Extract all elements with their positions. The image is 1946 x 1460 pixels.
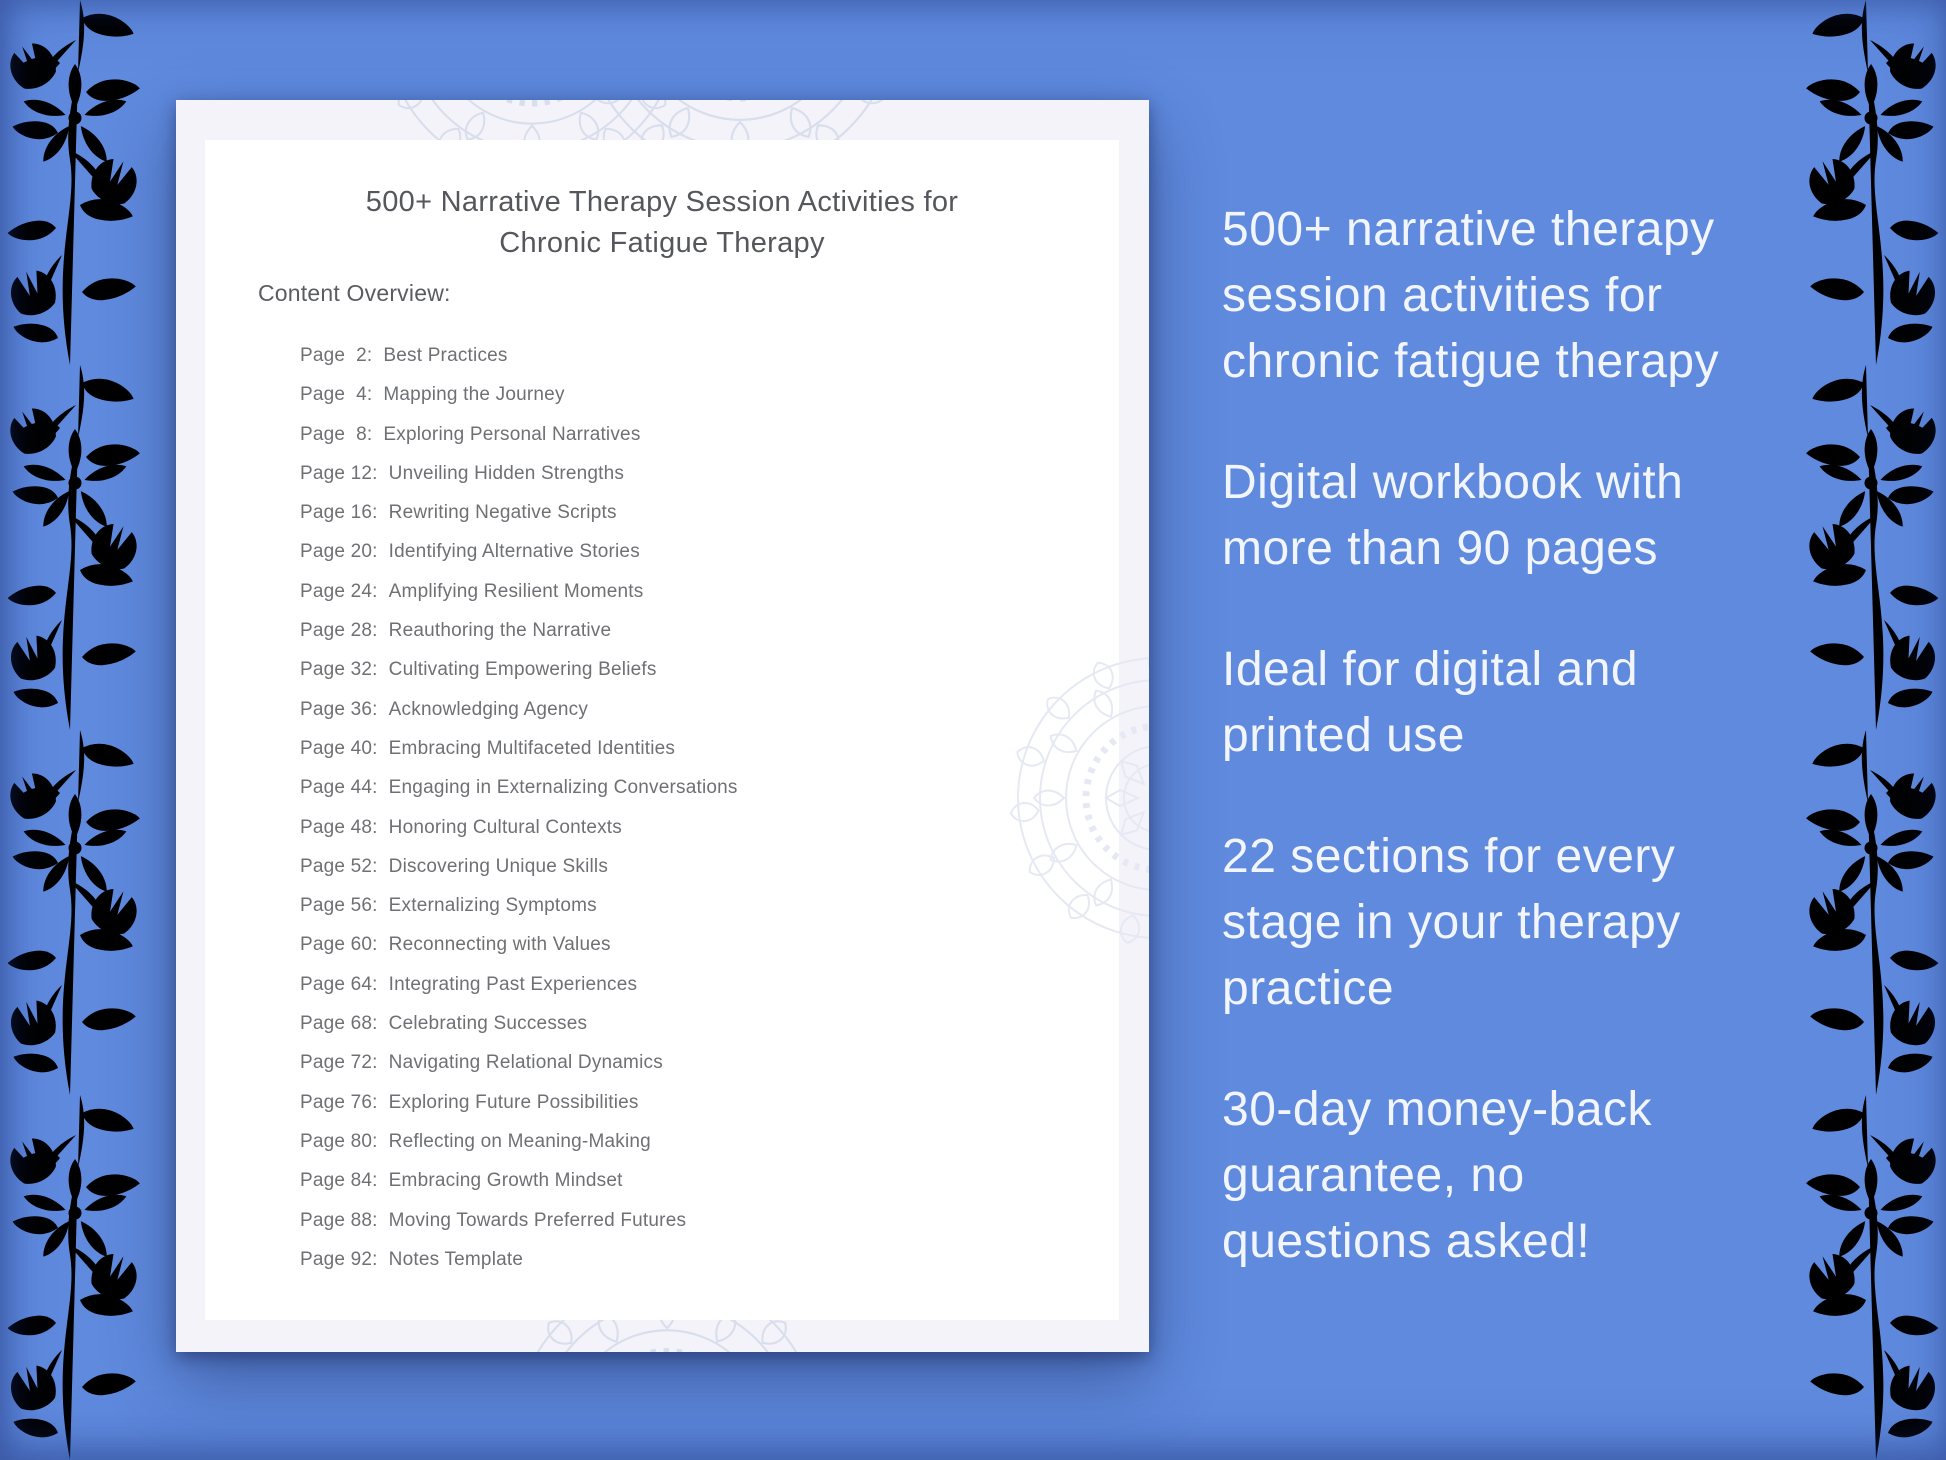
toc-page-label: Page 52: bbox=[300, 855, 378, 877]
toc-entry-title: Mapping the Journey bbox=[383, 384, 565, 406]
toc-item bbox=[300, 975, 738, 994]
document-title bbox=[205, 182, 1119, 264]
floral-vine-border-left bbox=[0, 0, 152, 1460]
toc-item bbox=[300, 778, 738, 797]
marketing-bullet bbox=[1222, 197, 1842, 395]
toc-page-label: Page 68: bbox=[300, 1013, 378, 1035]
marketing-line: Digital workbook with bbox=[1222, 456, 1684, 509]
toc-page-label: Page 60: bbox=[300, 934, 378, 956]
toc-page-label: Page 24: bbox=[300, 580, 378, 602]
toc-entry-title: Embracing Growth Mindset bbox=[388, 1170, 623, 1192]
toc-entry-title: Discovering Unique Skills bbox=[388, 855, 609, 877]
toc-entry-title: Reflecting on Meaning-Making bbox=[388, 1130, 651, 1152]
toc-entry-title: Reconnecting with Values bbox=[388, 934, 611, 956]
toc-entry-title: Notes Template bbox=[388, 1248, 524, 1270]
toc-page-label: Page 40: bbox=[300, 737, 378, 759]
toc-entry-title: Amplifying Resilient Moments bbox=[388, 580, 644, 602]
toc-page-label: Page 76: bbox=[300, 1091, 378, 1113]
marketing-line: Ideal for digital and bbox=[1222, 643, 1639, 696]
toc-entry-title: Externalizing Symptoms bbox=[388, 895, 597, 917]
toc-item bbox=[300, 1014, 738, 1033]
toc-page-label: Page 12: bbox=[300, 462, 378, 484]
toc-page-label: Page 20: bbox=[300, 541, 378, 563]
toc-item bbox=[300, 1211, 738, 1230]
marketing-bullet bbox=[1222, 1077, 1842, 1275]
toc-page-label: Page 28: bbox=[300, 620, 378, 642]
marketing-line: more than 90 pages bbox=[1222, 522, 1658, 575]
marketing-line: practice bbox=[1222, 962, 1395, 1015]
toc-item bbox=[300, 346, 738, 365]
toc-page-label: Page 44: bbox=[300, 777, 378, 799]
toc-entry-title: Celebrating Successes bbox=[388, 1013, 588, 1035]
toc-page-label: Page 4: bbox=[300, 384, 373, 406]
toc-entry-title: Moving Towards Preferred Futures bbox=[388, 1209, 687, 1231]
toc-item bbox=[300, 542, 738, 561]
toc-page-label: Page 92: bbox=[300, 1248, 378, 1270]
marketing-bullet bbox=[1222, 637, 1842, 769]
marketing-line: questions asked! bbox=[1222, 1215, 1591, 1268]
toc-item bbox=[300, 621, 738, 640]
toc-page-label: Page 56: bbox=[300, 895, 378, 917]
toc-item bbox=[300, 464, 738, 483]
toc-item bbox=[300, 503, 738, 522]
toc-entry-title: Honoring Cultural Contexts bbox=[388, 816, 622, 838]
toc-entry-title: Navigating Relational Dynamics bbox=[388, 1052, 663, 1074]
toc-entry-title: Acknowledging Agency bbox=[388, 698, 589, 720]
toc-item bbox=[300, 582, 738, 601]
marketing-line: printed use bbox=[1222, 709, 1465, 762]
toc-entry-title: Embracing Multifaceted Identities bbox=[388, 737, 676, 759]
marketing-line: 30-day money-back bbox=[1222, 1083, 1653, 1136]
toc-page-label: Page 84: bbox=[300, 1170, 378, 1192]
toc-item bbox=[300, 700, 738, 719]
marketing-bullet bbox=[1222, 824, 1842, 1022]
toc-item bbox=[300, 385, 738, 404]
toc-page-label: Page 64: bbox=[300, 973, 378, 995]
toc-entry-title: Rewriting Negative Scripts bbox=[388, 502, 617, 524]
toc-entry-title: Cultivating Empowering Beliefs bbox=[388, 659, 657, 681]
marketing-line: guarantee, no bbox=[1222, 1149, 1525, 1202]
document-title-line-1: 500+ Narrative Therapy Session Activities for bbox=[365, 186, 959, 218]
toc-entry-title: Identifying Alternative Stories bbox=[388, 541, 640, 563]
toc-page-label: Page 88: bbox=[300, 1209, 378, 1231]
toc-entry-title: Reauthoring the Narrative bbox=[388, 620, 612, 642]
document-title-line-2: Chronic Fatigue Therapy bbox=[499, 227, 825, 259]
toc-page-label: Page 80: bbox=[300, 1130, 378, 1152]
toc-item bbox=[300, 425, 738, 444]
toc-item bbox=[300, 660, 738, 679]
mandala-watermark-icon bbox=[1008, 648, 1149, 948]
marketing-line: chronic fatigue therapy bbox=[1222, 335, 1720, 388]
marketing-copy bbox=[1222, 197, 1842, 1330]
toc-item bbox=[300, 1171, 738, 1190]
toc-entry-title: Best Practices bbox=[383, 345, 508, 366]
workbook-preview-card bbox=[176, 100, 1149, 1352]
floral-vine-icon bbox=[0, 0, 152, 1460]
toc-page-label: Page 32: bbox=[300, 659, 378, 681]
toc-item bbox=[300, 935, 738, 954]
content-overview-heading: Content Overview: bbox=[258, 280, 451, 306]
table-of-contents bbox=[300, 346, 738, 1289]
toc-item bbox=[300, 1053, 738, 1072]
toc-entry-title: Engaging in Externalizing Conversations bbox=[388, 777, 738, 799]
toc-item bbox=[300, 1250, 738, 1269]
toc-entry-title: Exploring Personal Narratives bbox=[383, 423, 641, 445]
marketing-line: 500+ narrative therapy bbox=[1222, 203, 1715, 256]
marketing-line: session activities for bbox=[1222, 269, 1663, 322]
toc-page-label: Page 48: bbox=[300, 816, 378, 838]
toc-entry-title: Unveiling Hidden Strengths bbox=[388, 462, 625, 484]
toc-item bbox=[300, 1093, 738, 1112]
toc-page-label: Page 36: bbox=[300, 698, 378, 720]
toc-item bbox=[300, 1132, 738, 1151]
toc-entry-title: Integrating Past Experiences bbox=[388, 973, 638, 995]
toc-page-label: Page 8: bbox=[300, 423, 373, 445]
toc-item bbox=[300, 739, 738, 758]
toc-page-label: Page 2: bbox=[300, 345, 373, 366]
toc-item bbox=[300, 857, 738, 876]
toc-entry-title: Exploring Future Possibilities bbox=[388, 1091, 639, 1113]
marketing-line: 22 sections for every bbox=[1222, 830, 1676, 883]
toc-page-label: Page 16: bbox=[300, 502, 378, 524]
toc-item bbox=[300, 818, 738, 837]
marketing-line: stage in your therapy bbox=[1222, 896, 1681, 949]
marketing-bullet bbox=[1222, 450, 1842, 582]
toc-item bbox=[300, 896, 738, 915]
toc-page-label: Page 72: bbox=[300, 1052, 378, 1074]
